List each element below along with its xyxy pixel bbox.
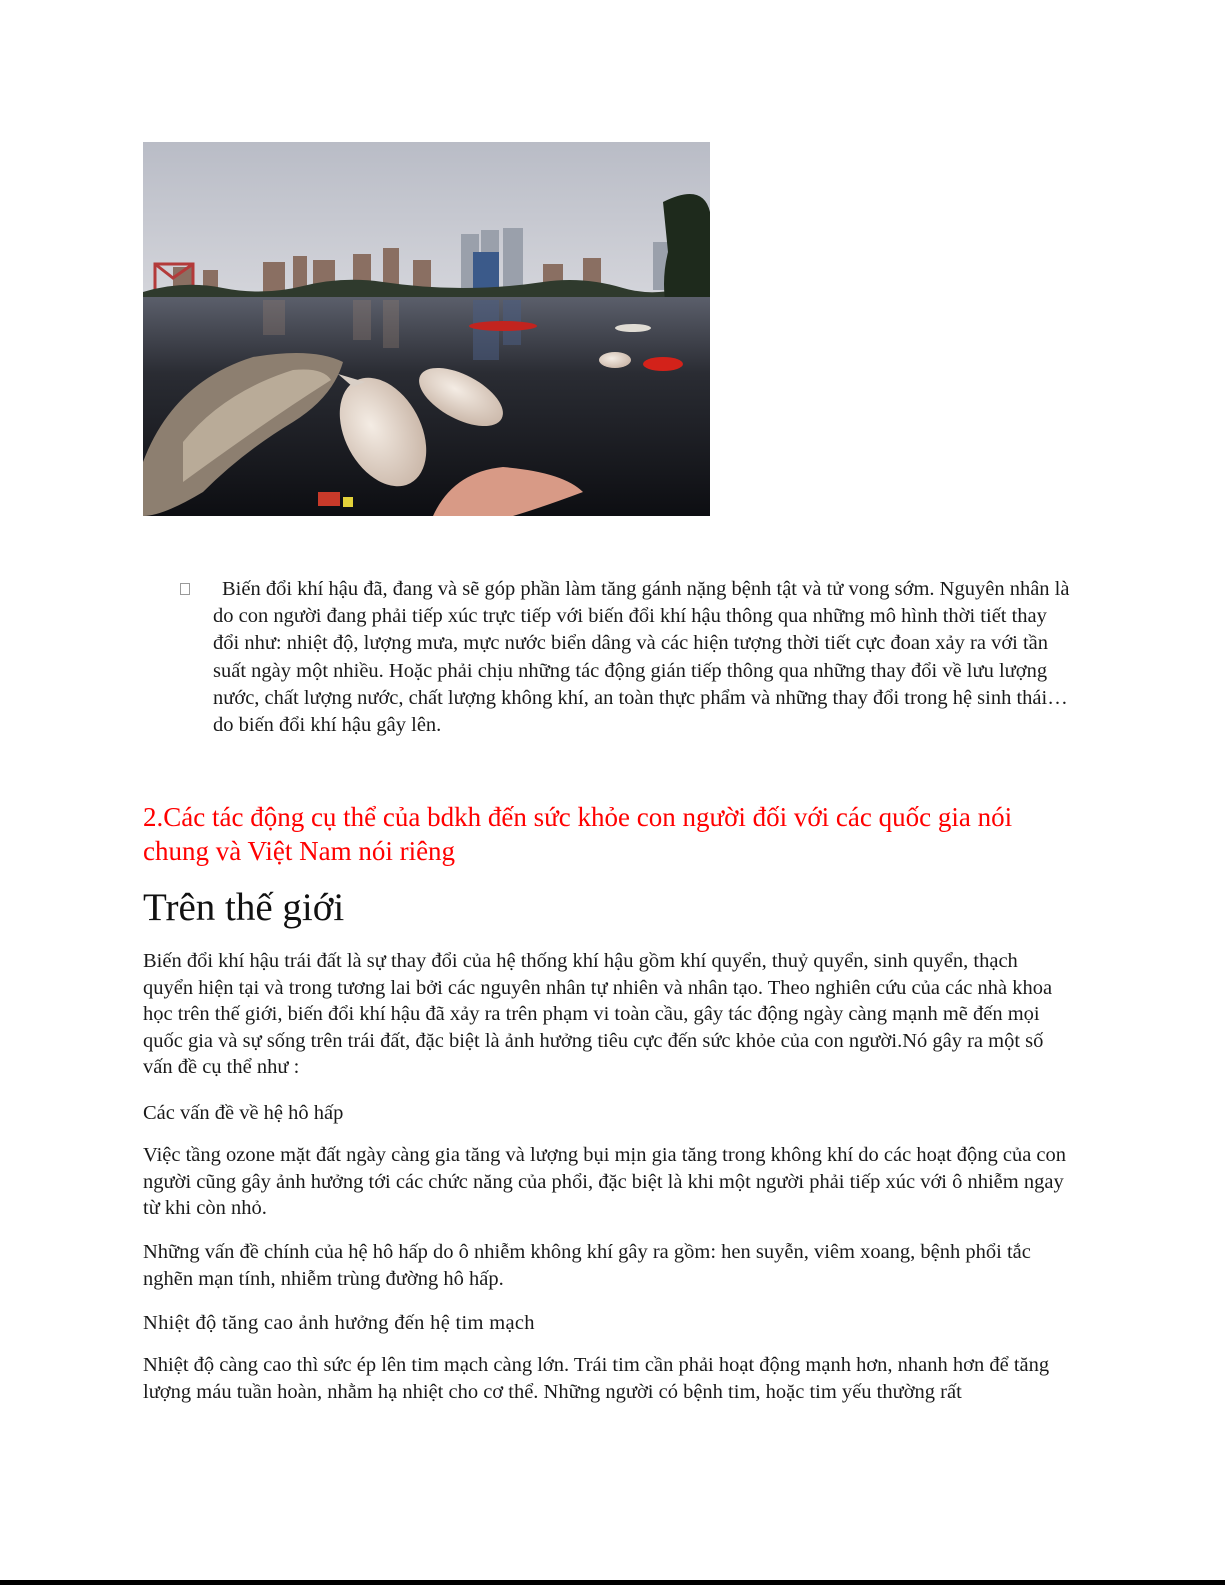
intro-paragraph: Biến đổi khí hậu trái đất là sự thay đổi của hệ thống khí hậu gồm khí quyển, thuỷ quyển, sinh quyển, thạch quyển hiện tại và trong tương lai bởi các nguyên nhân tự nhiên và nhân tạo. Theo nghiên cứu của các nhà khoa học trên thế giới, biến đổi khí hậu đã xảy ra trên phạm vi toàn cầu, gây tác động ngày càng mạnh mẽ đến mọi quốc gia và sự sống trên trái đất, đặc biệt là ảnh hưởng tiêu cực đến sức khỏe của con người.Nó gây ra một số vấn đề cụ thể như : [143, 950, 1053, 1079]
page-bottom-border [0, 1580, 1225, 1585]
subsection-title: Trên thế giới [143, 886, 345, 929]
bullet-text: Biến đổi khí hậu đã, đang và sẽ góp phần làm tăng gánh nặng bệnh tật và tử vong sớm. Nguyên nhân là do con người đang phải tiếp xúc trực tiếp với biến đổi khí hậu thông qua những mô hình thời tiết thay đổi như: nhiệt độ, lượng mưa, mực nước biển dâng và các hiện tượng thời tiết cực đoan xảy ra với tần suất ngày một nhiều. Hoặc phải chịu những tác động gián tiếp thông qua những thay đổi về lưu lượng nước, chất lượng nước, chất lượng không khí, an toàn thực phẩm và những thay đổi trong hệ sinh thái… do biến đổi khí hậu gây lên. [213, 578, 1070, 737]
respiratory-paragraph: Việc tầng ozone mặt đất ngày càng gia tăng và lượng bụi mịn gia tăng trong không khí do các hoạt động của con người cũng gây ảnh hưởng tới các chức năng của phổi, đặc biệt là khi một người phải tiếp xúc với ô nhiễm ngay từ khi còn nhỏ. [143, 1144, 1067, 1220]
polluted-lake-photo [143, 142, 710, 516]
heart-title: Nhiệt độ tăng cao ảnh hưởng đến hệ tim mạch [143, 1312, 535, 1334]
respiratory-title: Các vấn đề về hệ hô hấp [143, 1102, 344, 1124]
respiratory-list-paragraph: Những vấn đề chính của hệ hô hấp do ô nhiễm không khí gây ra gồm: hen suyễn, viêm xoang, bệnh phổi tắc nghẽn mạn tính, nhiễm trùng đường hô hấp. [143, 1241, 1031, 1290]
section-heading: 2.Các tác động cụ thể của bdkh đến sức khỏe con người đối với các quốc gia nói chung và Việt Nam nói riêng [143, 802, 1013, 866]
heart-paragraph: Nhiệt độ càng cao thì sức ép lên tim mạch càng lớn. Trái tim cần phải hoạt động mạnh hơn, nhanh hơn để tăng lượng máu tuần hoàn, nhằm hạ nhiệt cho cơ thể. Những người có bệnh tim, hoặc tim yếu thường rất [143, 1354, 1050, 1403]
bullet-box-icon [180, 583, 190, 595]
bullet-item [180, 576, 1070, 739]
